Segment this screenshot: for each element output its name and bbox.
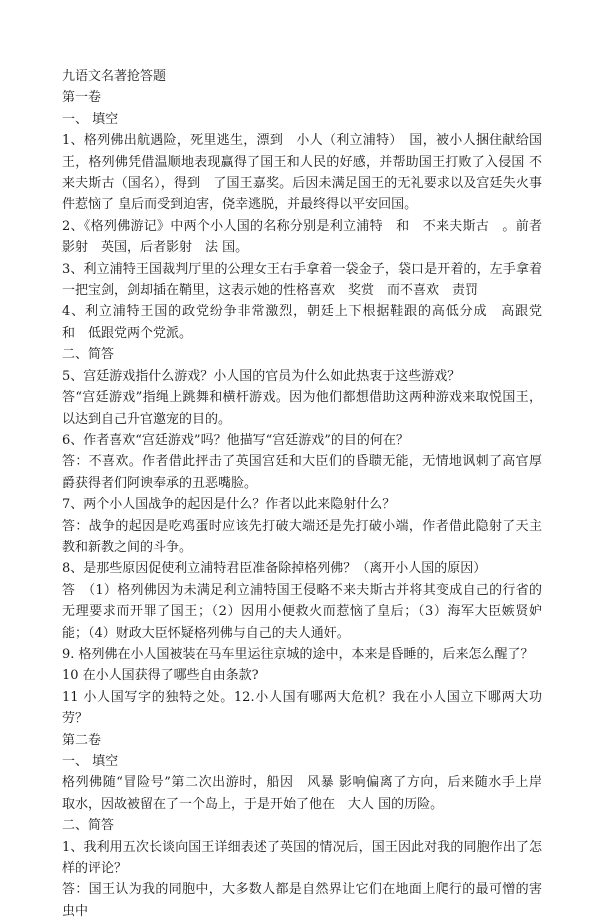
section-heading: 一、 填空 [62, 111, 119, 127]
question-text: 5、宫廷游戏指什么游戏？小人国的官员为什么如此热衷于这些游戏？ [62, 368, 461, 384]
question-text: 9. 格列佛在小人国被装在马车里运往京城的途中，本来是昏睡的，后来怎么醒了？ [62, 646, 534, 662]
question-text: 10 在小人国获得了哪些自由条款? [62, 668, 259, 684]
document-body [62, 66, 560, 922]
answer-text: 答：国王认为我的同胞中，大多数人都是自然界让它们在地面上爬行的最可憎的害虫中 [62, 882, 542, 919]
fill-blank-item: 3、利立浦特王国裁判厅里的公理女王右手拿着一袋金子，袋口是开着的，左手拿着一把宝剑，剑却插在鞘里，这表示她的性格喜欢 奖赏 而不喜欢 责罚 [62, 261, 542, 299]
question-text: 7、两个小人国战争的起因是什么？作者以此来隐射什么？ [62, 497, 396, 513]
answer-text: 答“宫廷游戏”指绳上跳舞和横杆游戏。因为他们都想借助这两种游戏来取悦国王，以达到自己升官邀宠的目的。 [62, 390, 542, 427]
fill-blank-item: 4、利立浦特王国的政党纷争非常激烈，朝廷上下根据鞋跟的高低分成 高跟党 和 低跟党两个党派。 [62, 304, 560, 341]
question-text: 11 小人国写字的独特之处。12.小人国有哪两大危机？我在小人国立下哪两大功劳？ [62, 689, 542, 727]
answer-text: 答：战争的起因是吃鸡蛋时应该先打破大端还是先打破小端，作者借此隐射了天主教和新教之间的斗争。 [62, 518, 542, 555]
question-text: 1、我利用五次长谈向国王详细表述了英国的情况后，国王因此对我的同胞作出了怎样的评论？ [62, 839, 542, 877]
fill-blank-item: 格列佛随“冒险号”第二次出游时，船因 风暴 影响偏离了方向，后来随水手上岸 取水，因故被留在了一个岛上，于是开始了他在 大人 国的历险。 [62, 775, 556, 812]
fill-blank-item: 1、格列佛出航遇险，死里逃生，漂到 小人（利立浦特） 国，被小人捆住献给国王，格列佛凭借温顺地表现赢得了国王和人民的好感，并帮助国王打败了入侵国 不来夫斯古（国名），得到 了国王嘉奖。后因未满足国王的无礼要求以及宫廷失火事件惹恼了 皇后而受到迫害，侥幸逃脱，并最终得以平安回国。 [62, 133, 542, 213]
question-text: 8、是那些原因促使利立浦特君臣准备除掉格列佛？（离开小人国的原因） [62, 561, 487, 577]
section-heading: 二、简答 [62, 818, 115, 834]
answer-text: 答：不喜欢。作者借此抨击了英国宫廷和大臣们的昏聩无能，无情地讽刺了高官厚爵获得者们阿谀奉承的丑恶嘴脸。 [62, 454, 542, 491]
volume-heading: 第一卷 [62, 90, 102, 106]
section-heading: 二、简答 [62, 347, 115, 363]
fill-blank-item: 2、《格列佛游记》中两个小人国的名称分别是利立浦特 和 不来夫斯古 。前者影射 英国，后者影射 法 国。 [62, 218, 542, 256]
volume-heading: 第二卷 [62, 732, 102, 748]
section-heading: 一、 填空 [62, 754, 119, 769]
document-title: 九语文名著抢答题 [62, 69, 167, 84]
question-text: 6、作者喜欢“宫廷游戏”吗？他描写“宫廷游戏”的目的何在？ [62, 432, 409, 448]
answer-text: 答 （1）格列佛因为未满足利立浦特国王侵略不来夫斯古并将其变成自己的行省的无理要求而开罪了国王；（2）因用小便救火而惹恼了皇后；（3）海军大臣嫉贤妒能；（4）财政大臣怀疑格列佛与自己的夫人通奸。 [62, 582, 542, 641]
